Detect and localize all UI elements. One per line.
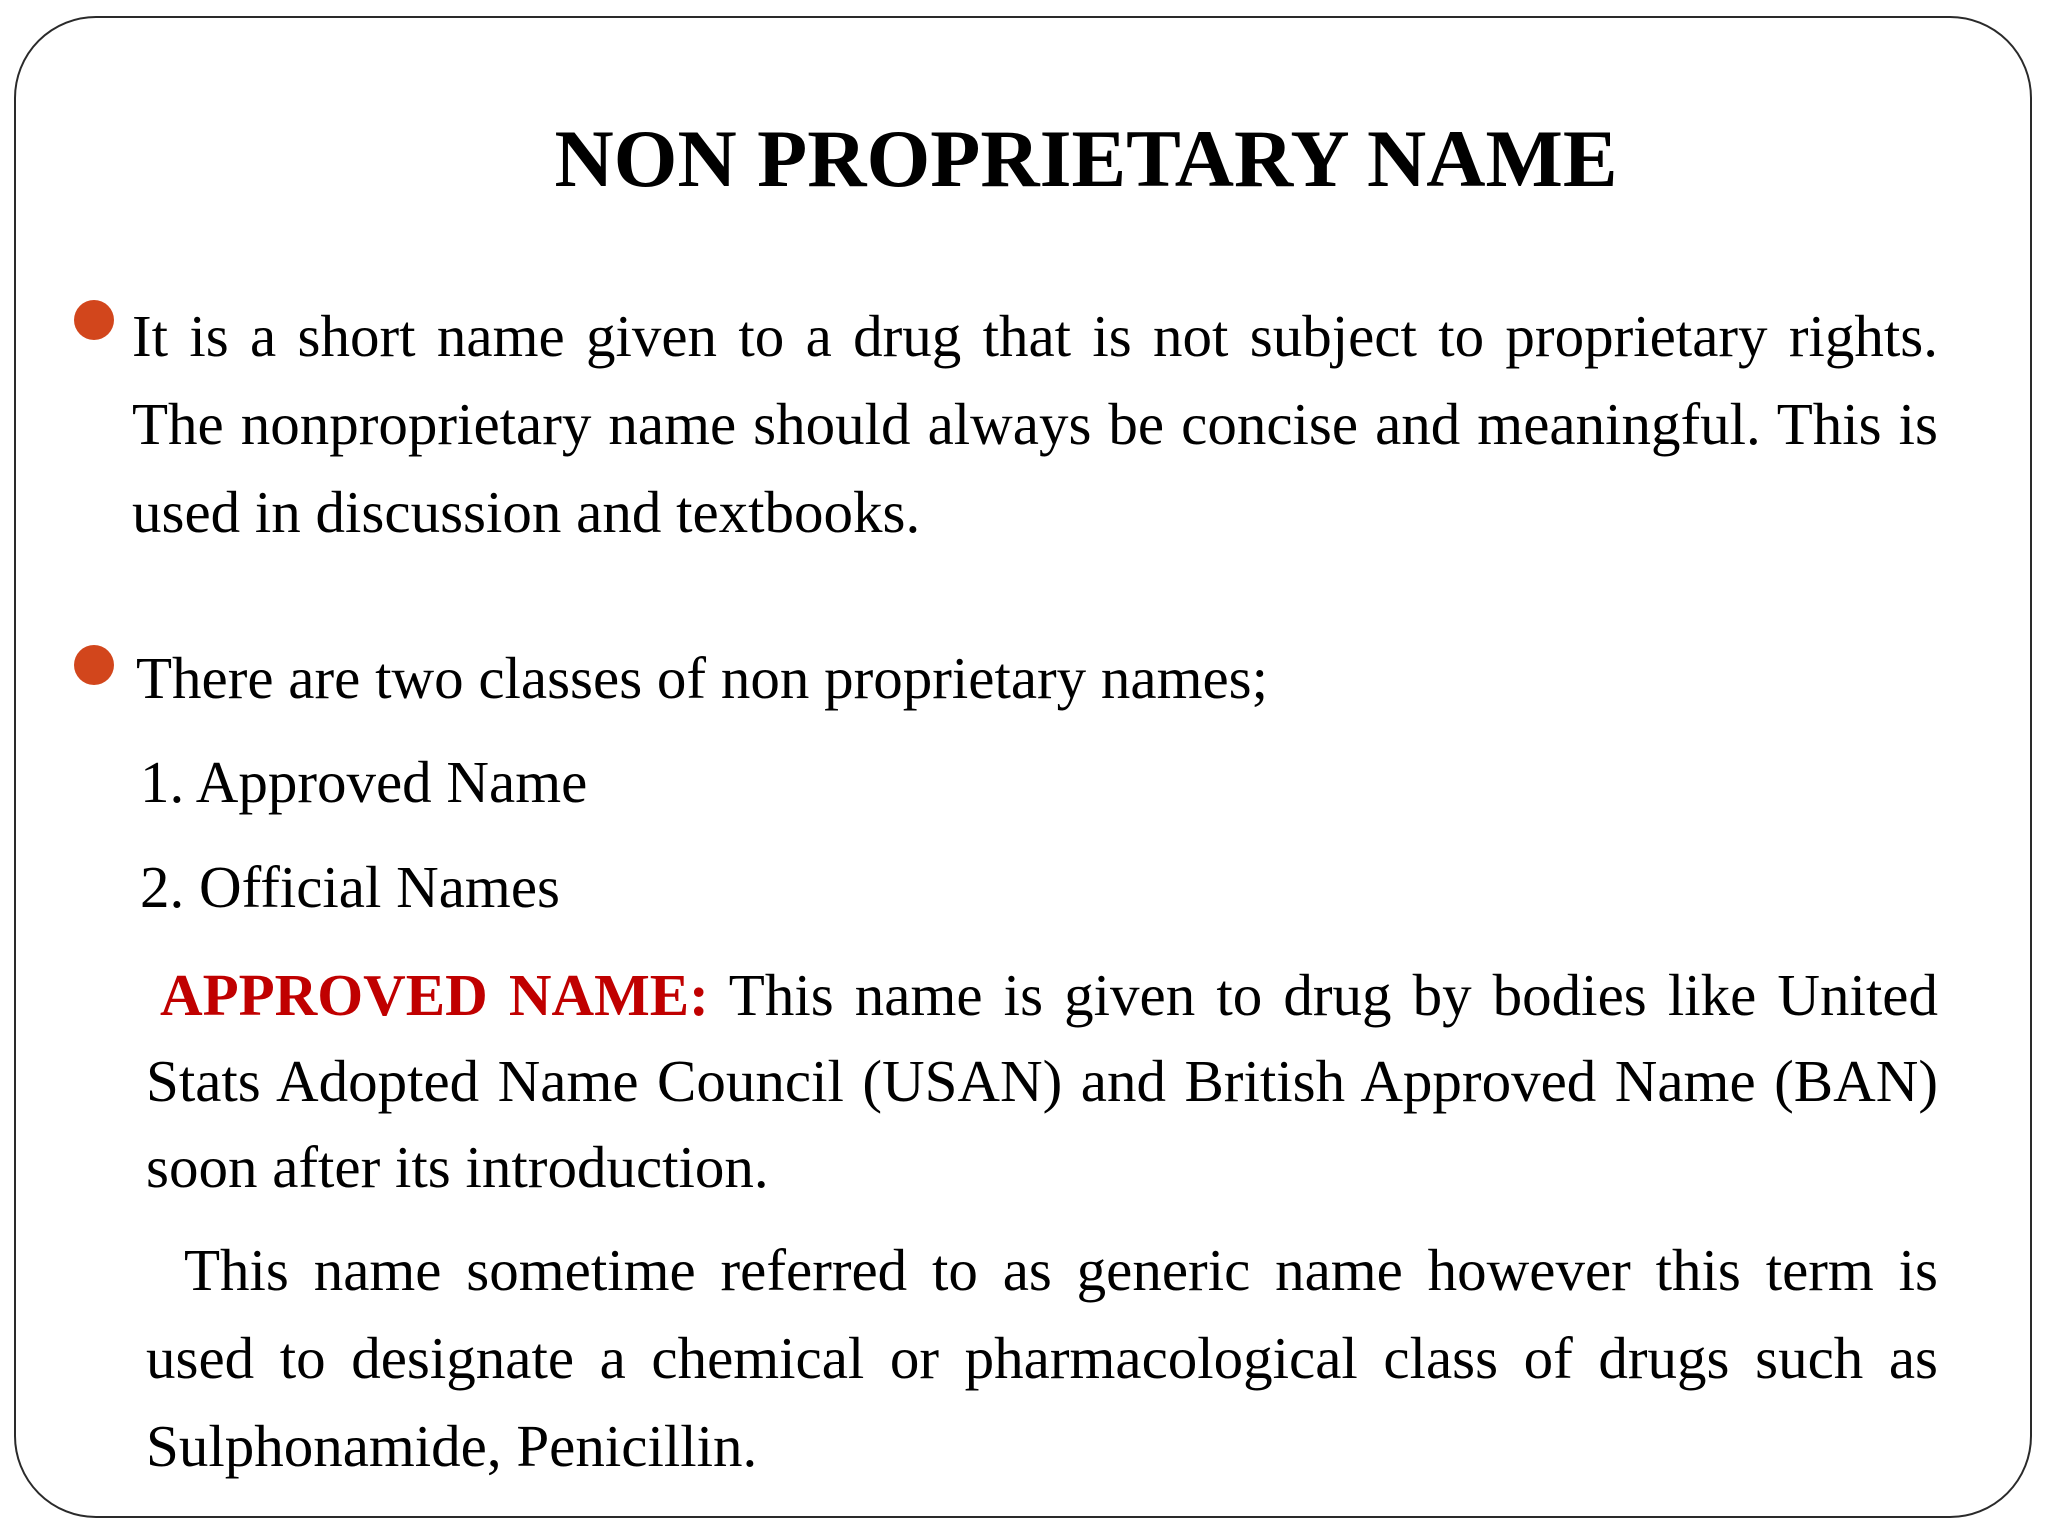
slide-title: NON PROPRIETARY NAME <box>554 113 1618 204</box>
approved-name-label: APPROVED NAME: <box>160 962 709 1028</box>
bullet-dot-1 <box>74 300 114 340</box>
bullet-text-1: It is a short name given to a drug that is not subject to proprietary rights. The nonproprietary name should always be concise and meaningful. This is used in discussion and textbooks. <box>132 303 1938 545</box>
generic-note-paragraph: This name sometime referred to as generic name however this term is used to designate a chemical or pharmacological class of drugs such as Sulphonamide, Penicillin. <box>146 1237 1938 1479</box>
list-item-approved-name: 1. Approved Name <box>140 749 588 815</box>
approved-name-paragraph <box>146 952 1938 1210</box>
list-item-official-names: 2. Official Names <box>140 854 560 920</box>
approved-name-text: This name is given to drug by bodies like United Stats Adopted Name Council (USAN) and British Approved Name (BAN) soon after its introduction. <box>146 962 1938 1200</box>
bullet-dot-2 <box>74 645 114 685</box>
slide-frame <box>14 16 2032 1518</box>
bullet-text-2: There are two classes of non proprietary names; <box>136 645 1269 711</box>
